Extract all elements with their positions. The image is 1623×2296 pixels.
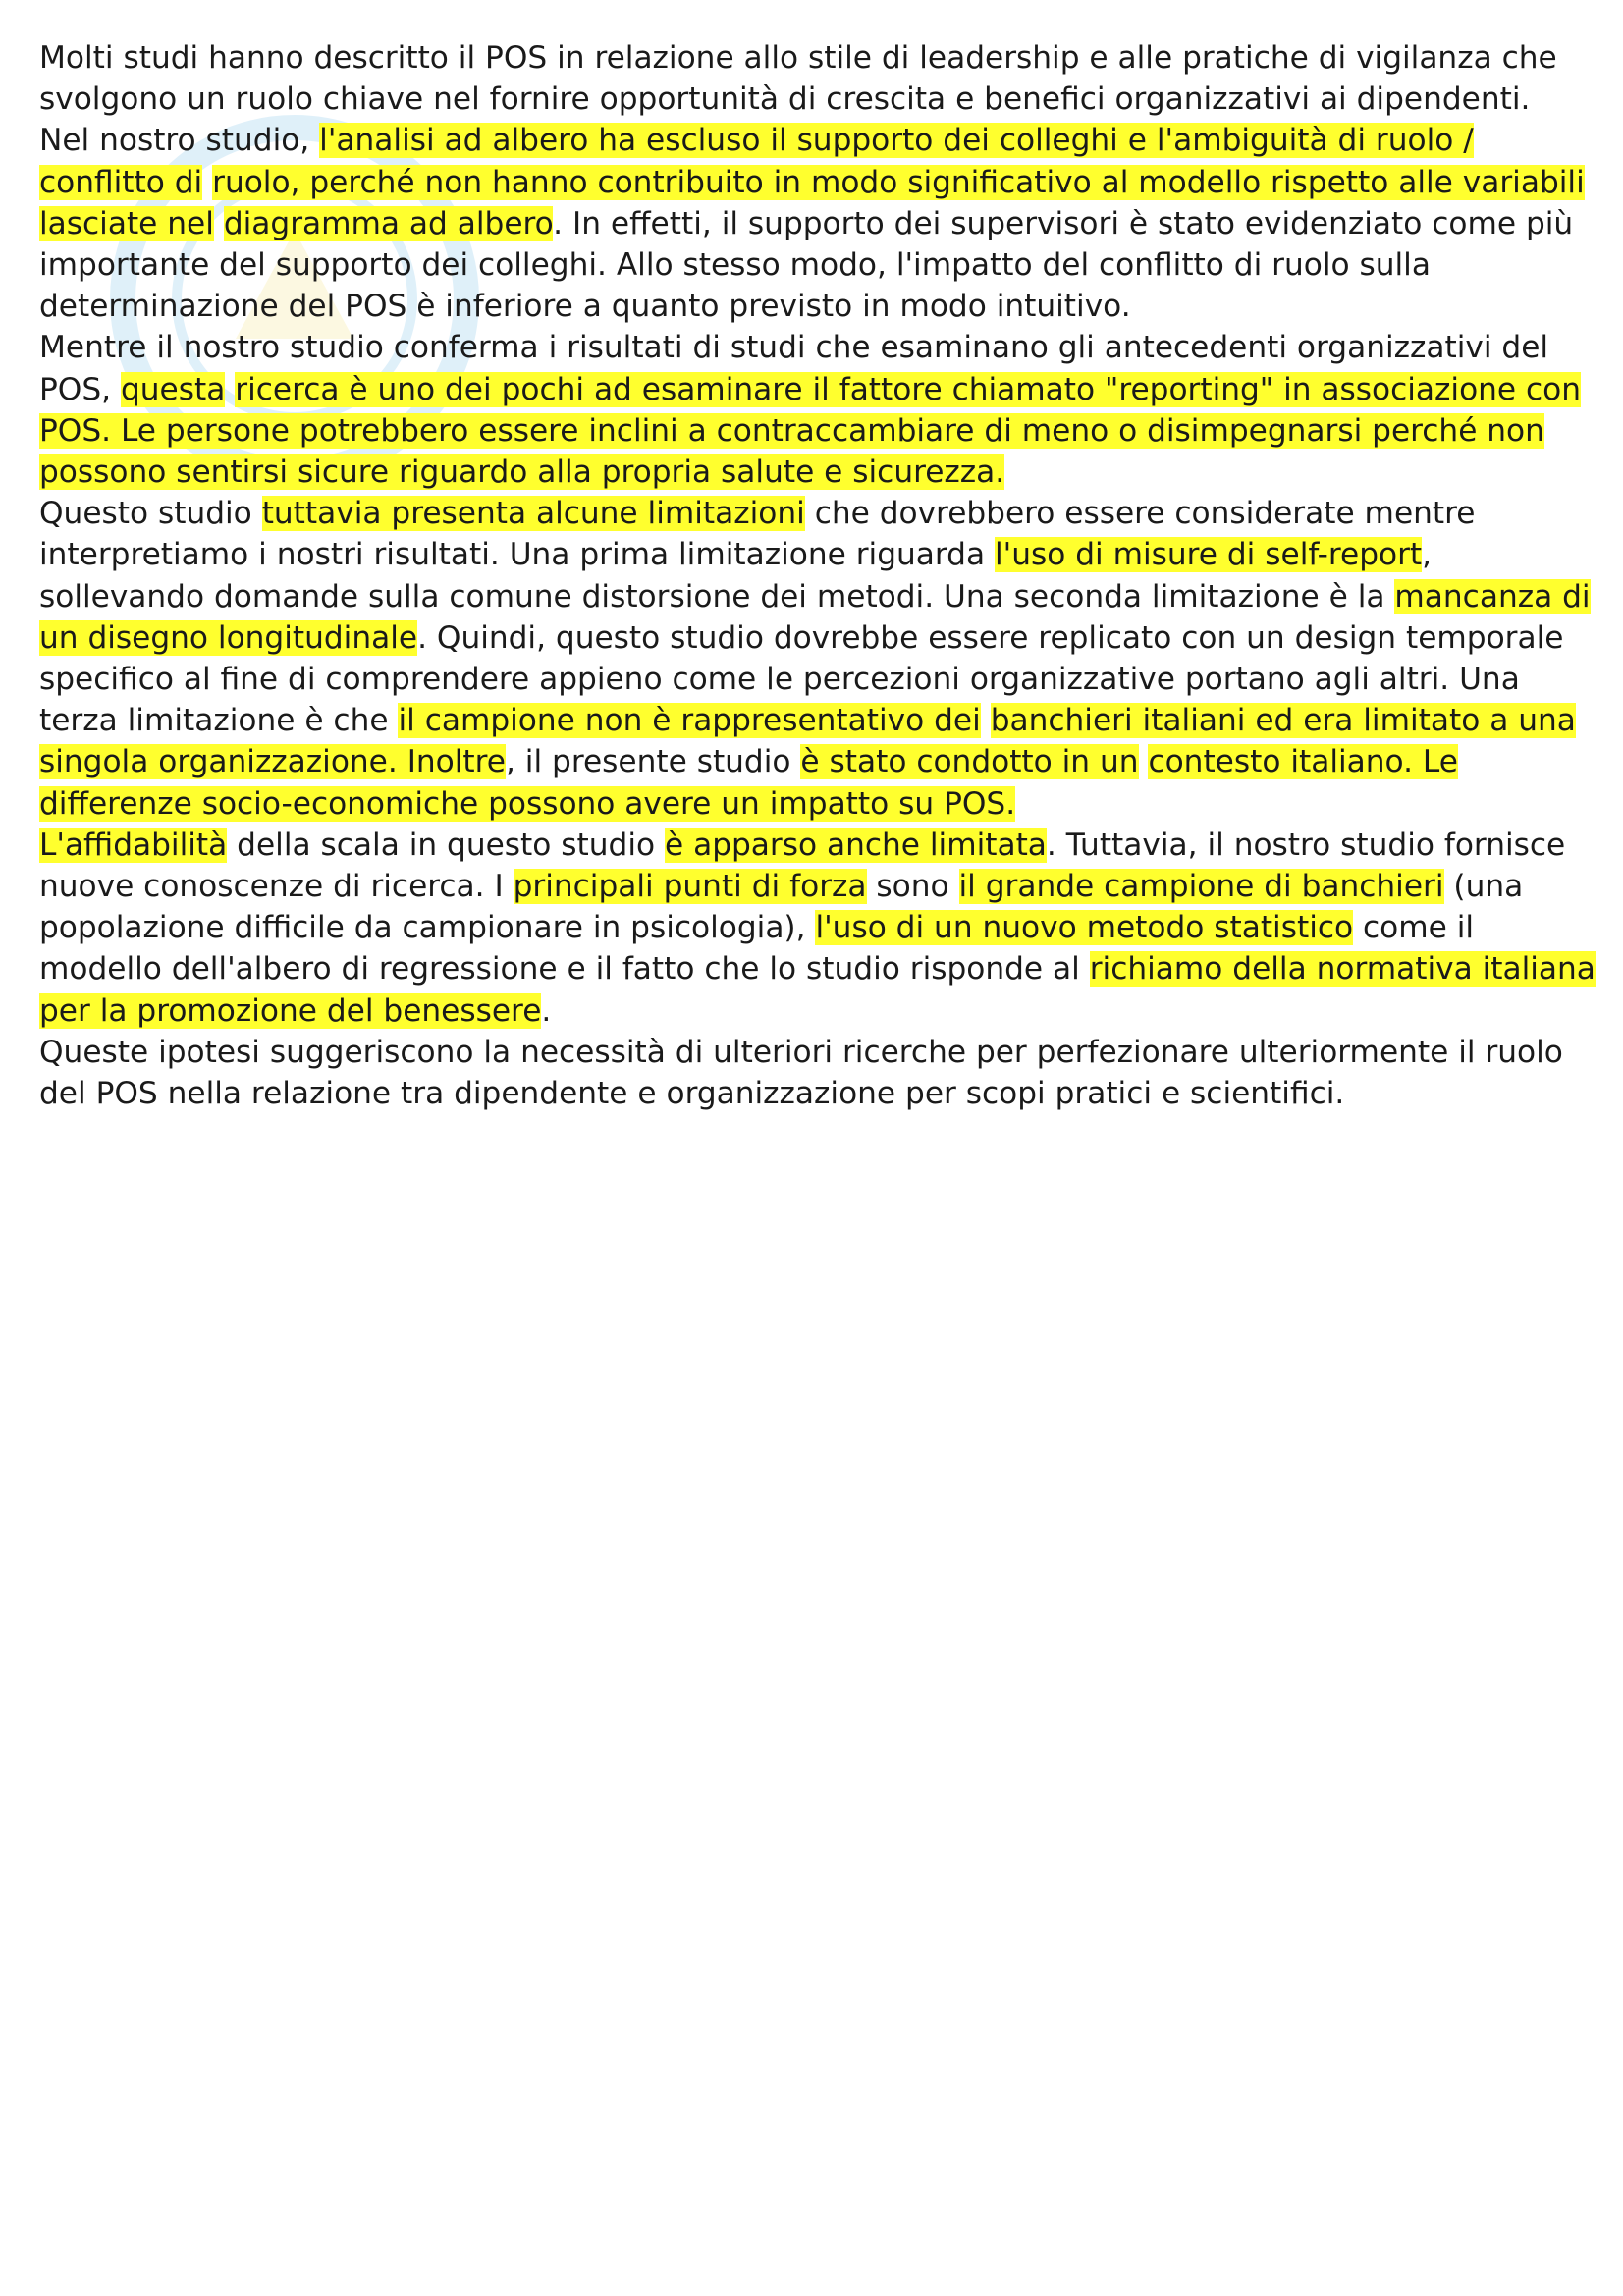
highlighted-text: l'uso di un nuovo metodo statistico xyxy=(815,910,1354,946)
text-run: . Quindi, questo studio dovrebbe essere replicato con un design temporale specifico al fine di comprendere appieno come le percezioni organizzative portano agli altri. Una terza limitazione è che xyxy=(39,619,1564,739)
text-run: , il presente studio xyxy=(505,744,801,780)
highlighted-text: ruolo, perché non hanno contribuito in modo significativo al modello rispetto alle variabili lasciate nel xyxy=(39,164,1585,241)
text-run xyxy=(202,165,212,200)
highlighted-text: principali punti di forza xyxy=(513,869,867,905)
text-run: Nel nostro studio, xyxy=(39,123,320,159)
paragraph xyxy=(39,327,1600,493)
text-run: . In effetti, il supporto dei supervisori è stato evidenziato come più importante del supporto dei colleghi. Allo stesso modo, l'impatto del conflitto di ruolo sulla determinazione del POS è inferiore a quanto previsto in modo intuitivo. xyxy=(39,205,1574,325)
highlighted-text: è apparso anche limitata xyxy=(664,827,1047,863)
highlighted-text: diagramma ad albero xyxy=(223,205,554,241)
highlighted-text: tuttavia presenta alcune limitazioni xyxy=(261,496,805,532)
paragraph xyxy=(39,120,1600,327)
highlighted-text: banchieri italiani ed era limitato a una singola organizzazione. Inoltre xyxy=(39,703,1576,780)
highlighted-text: l'analisi ad albero ha escluso il supporto dei colleghi e l'ambiguità di ruolo / conflitto di xyxy=(39,123,1474,200)
text-run: . xyxy=(541,992,552,1029)
text-run: Queste ipotesi suggeriscono la necessità di ulteriori ricerche per perfezionare ulteriormente il ruolo del POS nella relazione tra dipendente e organizzazione per scopi pratici e scientifici. xyxy=(39,1034,1563,1112)
paragraph xyxy=(39,37,1600,120)
text-run: sono xyxy=(866,869,959,905)
text-run xyxy=(225,372,235,407)
text-run: , sollevando domande sulla comune distorsione dei metodi. Una seconda limitazione è la xyxy=(39,537,1433,614)
highlighted-text: il campione non è rappresentativo dei xyxy=(398,703,981,739)
document-body xyxy=(39,37,1600,1114)
text-run xyxy=(981,703,991,738)
text-run: Questo studio xyxy=(39,496,262,532)
highlighted-text: ricerca è uno dei pochi ad esaminare il fattore chiamato "reporting" in associazione con POS. Le persone potrebbero essere inclini a contraccambiare di meno o disimpegnarsi perché non possono sentirsi sicure riguardo alla propria salute e sicurezza. xyxy=(39,371,1582,491)
highlighted-text: il grande campione di banchieri xyxy=(958,869,1444,905)
text-run: (una popolazione difficile da campionare in psicologia), xyxy=(39,869,1524,946)
text-run: . Tuttavia, il nostro studio fornisce nuove conoscenze di ricerca. I xyxy=(39,827,1566,905)
text-run: che dovrebbero essere considerate mentre interpretiamo i nostri risultati. Una prima limitazione riguarda xyxy=(39,496,1476,573)
text-run: Molti studi hanno descritto il POS in relazione allo stile di leadership e alle pratiche di vigilanza che svolgono un ruolo chiave nel fornire opportunità di crescita e benefici organizzativi ai dipendenti. xyxy=(39,40,1557,118)
highlighted-text: è stato condotto in un xyxy=(800,744,1139,780)
highlighted-text: contesto italiano. Le differenze socio-economiche possono avere un impatto su POS. xyxy=(39,744,1458,822)
highlighted-text: richiamo della normativa italiana per la promozione del benessere xyxy=(39,951,1596,1029)
highlighted-text: questa xyxy=(120,371,226,407)
paragraph xyxy=(39,825,1600,1032)
text-run: della scala in questo studio xyxy=(227,827,665,863)
paragraph xyxy=(39,1032,1600,1114)
text-run: Mentre il nostro studio conferma i risultati di studi che esaminano gli antecedenti organizzativi del POS, xyxy=(39,330,1549,407)
highlighted-text: L'affidabilità xyxy=(39,827,228,863)
paragraph xyxy=(39,493,1600,825)
text-run xyxy=(214,206,224,241)
text-run: come il modello dell'albero di regressione e il fatto che lo studio risponde al xyxy=(39,910,1475,988)
text-run xyxy=(1139,744,1149,779)
highlighted-text: l'uso di misure di self-report xyxy=(994,537,1423,573)
highlighted-text: mancanza di un disegno longitudinale xyxy=(39,578,1591,656)
